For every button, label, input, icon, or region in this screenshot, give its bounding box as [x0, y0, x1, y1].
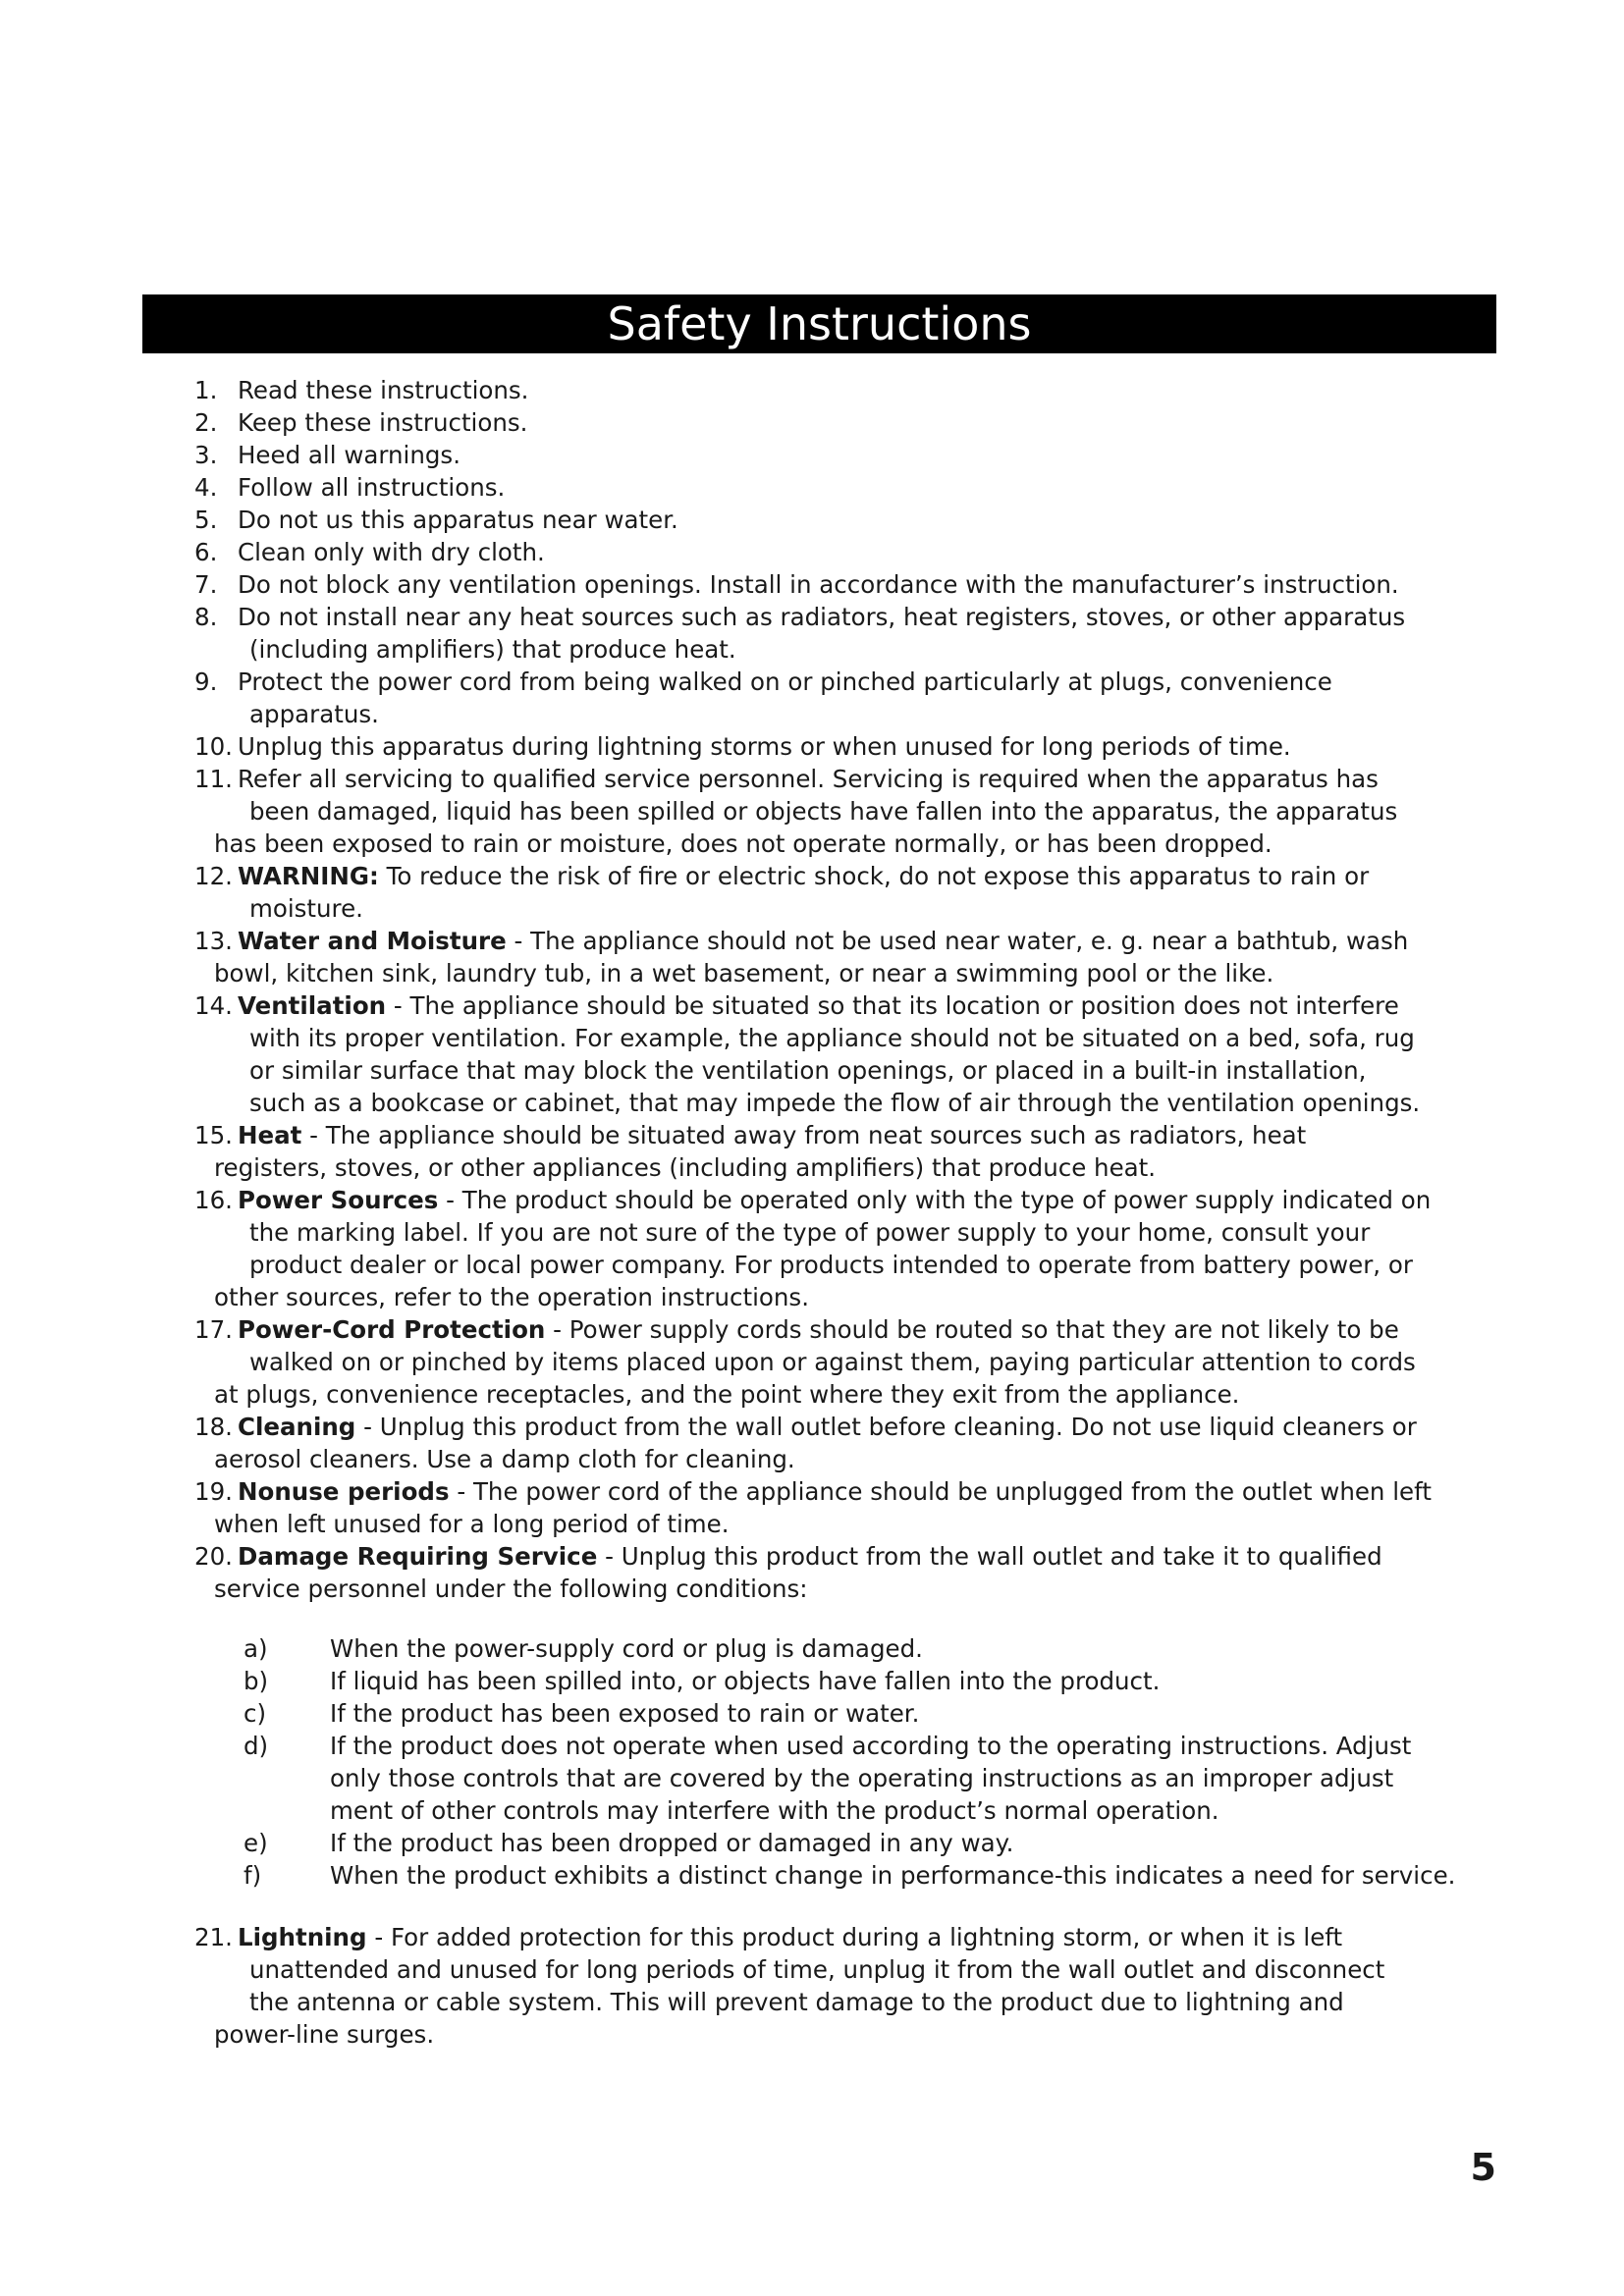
item-continuation: moisture. — [249, 894, 363, 923]
item-heading: Water and Moisture — [238, 927, 507, 955]
list-item — [194, 925, 1496, 989]
item-text: - For added protection for this product during a lightning storm, or when it is left — [366, 1923, 1343, 1951]
list-item — [194, 568, 1496, 601]
item-text: - Unplug this product from the wall outlet before cleaning. Do not use liquid cleaners or — [355, 1413, 1417, 1441]
item-number: 3. — [194, 441, 218, 469]
item-heading: Power Sources — [238, 1186, 439, 1214]
item-number: 15. — [194, 1121, 233, 1149]
item-number: 6. — [194, 538, 218, 566]
item-first-line — [194, 536, 1496, 568]
item-heading: Nonuse periods — [238, 1477, 450, 1506]
item-number: 10. — [194, 732, 233, 761]
item-text: Heed all warnings. — [238, 441, 460, 469]
item-number: 13. — [194, 927, 233, 955]
item-continuation: such as a bookcase or cabinet, that may impede the flow of air through the ventilation openings. — [249, 1089, 1421, 1117]
item-number: 9. — [194, 667, 218, 696]
list-item — [194, 1184, 1496, 1313]
item-text: - The appliance should be situated so that its location or position does not interfere — [386, 991, 1399, 1020]
item-continuation: the marking label. If you are not sure of the type of power supply to your home, consult your — [249, 1218, 1371, 1247]
condition-item — [244, 1827, 1496, 1859]
item-first-line — [194, 601, 1496, 633]
condition-letter: f) — [244, 1861, 262, 1890]
list-item — [194, 504, 1496, 536]
item-continuation: when left unused for a long period of time. — [214, 1510, 730, 1538]
page-number: 5 — [1470, 2146, 1496, 2189]
item-continuation: apparatus. — [249, 700, 379, 728]
item-first-line — [194, 1921, 1496, 1953]
condition-letter: e) — [244, 1829, 268, 1857]
list-item — [194, 406, 1496, 439]
item-heading: WARNING: — [238, 862, 379, 890]
list-item — [194, 1411, 1496, 1475]
item-number: 20. — [194, 1542, 233, 1571]
condition-item — [244, 1665, 1496, 1697]
item-continuation: unattended and unused for long periods of time, unplug it from the wall outlet and disconnect — [249, 1955, 1385, 1984]
conditions-list — [244, 1632, 1496, 1892]
item-text: - Power supply cords should be routed so that they are not likely to be — [545, 1315, 1399, 1344]
item-first-line — [194, 730, 1496, 763]
condition-item — [244, 1697, 1496, 1730]
list-item — [194, 1313, 1496, 1411]
item-text: - The appliance should not be used near water, e. g. near a bathtub, wash — [506, 927, 1409, 955]
item-number: 2. — [194, 408, 218, 437]
item-text: Clean only with dry cloth. — [238, 538, 545, 566]
item-number: 4. — [194, 473, 218, 502]
item-first-line — [194, 989, 1496, 1022]
condition-text: When the power-supply cord or plug is damaged. — [330, 1634, 923, 1663]
list-item — [194, 1475, 1496, 1540]
list-item — [194, 471, 1496, 504]
list-item — [194, 536, 1496, 568]
condition-letter: c) — [244, 1699, 267, 1728]
item-number: 14. — [194, 991, 233, 1020]
item-text: Follow all instructions. — [238, 473, 506, 502]
item-first-line — [194, 666, 1496, 698]
item-text: Do not us this apparatus near water. — [238, 506, 678, 534]
condition-text: If liquid has been spilled into, or objects have fallen into the product. — [330, 1667, 1161, 1695]
item-text: Protect the power cord from being walked on or pinched particularly at plugs, convenience — [238, 667, 1332, 696]
item-text: Do not install near any heat sources such as radiators, heat registers, stoves, or other apparatus — [238, 603, 1406, 631]
condition-item — [244, 1859, 1496, 1892]
item-number: 17. — [194, 1315, 233, 1344]
item-continuation: other sources, refer to the operation instructions. — [214, 1283, 809, 1311]
item-continuation: product dealer or local power company. For products intended to operate from battery power, or — [249, 1251, 1413, 1279]
item-number: 8. — [194, 603, 218, 631]
list-item — [194, 601, 1496, 666]
item-heading: Power-Cord Protection — [238, 1315, 546, 1344]
safety-list — [194, 374, 1496, 1605]
item-text: Refer all servicing to qualified service personnel. Servicing is required when the apparatus has — [238, 765, 1379, 793]
item-number: 1. — [194, 376, 218, 404]
item-first-line — [194, 1411, 1496, 1443]
item-first-line — [194, 568, 1496, 601]
item-continuation: registers, stoves, or other appliances (including amplifiers) that produce heat. — [214, 1153, 1157, 1182]
condition-letter: a) — [244, 1634, 268, 1663]
item-continuation: (including amplifiers) that produce heat. — [249, 635, 736, 664]
item-text: Keep these instructions. — [238, 408, 528, 437]
item-continuation: bowl, kitchen sink, laundry tub, in a wet basement, or near a swimming pool or the like. — [214, 959, 1274, 988]
item-text: - The appliance should be situated away from neat sources such as radiators, heat — [301, 1121, 1307, 1149]
item-number: 21. — [194, 1923, 233, 1951]
item-first-line — [194, 1184, 1496, 1216]
list-item — [194, 860, 1496, 925]
item-first-line — [194, 1119, 1496, 1151]
condition-letter: b) — [244, 1667, 269, 1695]
item-continuation: walked on or pinched by items placed upon or against them, paying particular attention to cords — [249, 1348, 1416, 1376]
item-text: - The product should be operated only with the type of power supply indicated on — [438, 1186, 1432, 1214]
item-heading: Lightning — [238, 1923, 367, 1951]
item-number: 16. — [194, 1186, 233, 1214]
item-first-line — [194, 763, 1496, 795]
list-item — [194, 666, 1496, 730]
item-number: 18. — [194, 1413, 233, 1441]
item-heading: Ventilation — [238, 991, 387, 1020]
item-first-line — [194, 860, 1496, 892]
item-heading: Heat — [238, 1121, 302, 1149]
condition-text: If the product has been exposed to rain or water. — [330, 1699, 920, 1728]
condition-text: only those controls that are covered by the operating instructions as an improper adjust — [330, 1764, 1394, 1792]
item-continuation: service personnel under the following conditions: — [214, 1575, 808, 1603]
item-number: 5. — [194, 506, 218, 534]
item-first-line — [194, 1313, 1496, 1346]
item-first-line — [194, 374, 1496, 406]
item-number: 7. — [194, 570, 218, 599]
condition-text: ment of other controls may interfere with the product’s normal operation. — [330, 1796, 1219, 1825]
page-title: Safety Instructions — [142, 294, 1496, 353]
item-first-line — [194, 925, 1496, 957]
condition-letter: d) — [244, 1732, 269, 1760]
item-continuation: aerosol cleaners. Use a damp cloth for cleaning. — [214, 1445, 795, 1473]
item-first-line — [194, 439, 1496, 471]
item-text: - The power cord of the appliance should be unplugged from the outlet when left — [449, 1477, 1432, 1506]
item-text: - Unplug this product from the wall outlet and take it to qualified — [597, 1542, 1382, 1571]
item-text: To reduce the risk of fire or electric shock, do not expose this apparatus to rain or — [378, 862, 1370, 890]
list-item — [194, 374, 1496, 406]
item-first-line — [194, 1540, 1496, 1573]
list-item — [194, 439, 1496, 471]
item-first-line — [194, 471, 1496, 504]
list-item — [194, 1921, 1496, 2051]
list-item — [194, 1540, 1496, 1605]
item-first-line — [194, 406, 1496, 439]
list-item — [194, 763, 1496, 860]
condition-text: If the product has been dropped or damaged in any way. — [330, 1829, 1014, 1857]
item-continuation: with its proper ventilation. For example, the appliance should not be situated on a bed, sofa, rug — [249, 1024, 1415, 1052]
item-first-line — [194, 1475, 1496, 1508]
condition-text: When the product exhibits a distinct change in performance-this indicates a need for service. — [330, 1861, 1456, 1890]
list-item — [194, 1119, 1496, 1184]
item-heading: Cleaning — [238, 1413, 356, 1441]
safety-item-21 — [194, 1921, 1496, 2051]
item-continuation: been damaged, liquid has been spilled or objects have fallen into the apparatus, the apparatus — [249, 797, 1398, 826]
item-number: 19. — [194, 1477, 233, 1506]
condition-text: If the product does not operate when used according to the operating instructions. Adjust — [330, 1732, 1412, 1760]
item-continuation: has been exposed to rain or moisture, does not operate normally, or has been dropped. — [214, 829, 1272, 858]
item-text: Do not block any ventilation openings. Install in accordance with the manufacturer’s instruction. — [238, 570, 1399, 599]
item-first-line — [194, 504, 1496, 536]
list-item — [194, 730, 1496, 763]
item-text: Read these instructions. — [238, 376, 529, 404]
item-heading: Damage Requiring Service — [238, 1542, 598, 1571]
item-continuation: the antenna or cable system. This will prevent damage to the product due to lightning and — [249, 1988, 1344, 2016]
condition-item — [244, 1730, 1496, 1827]
item-continuation: or similar surface that may block the ventilation openings, or placed in a built-in installation, — [249, 1056, 1367, 1085]
item-number: 12. — [194, 862, 233, 890]
item-text: Unplug this apparatus during lightning storms or when unused for long periods of time. — [238, 732, 1291, 761]
list-item — [194, 989, 1496, 1119]
item-continuation: power-line surges. — [214, 2020, 435, 2049]
item-number: 11. — [194, 765, 233, 793]
item-continuation: at plugs, convenience receptacles, and the point where they exit from the appliance. — [214, 1380, 1240, 1409]
condition-item — [244, 1632, 1496, 1665]
